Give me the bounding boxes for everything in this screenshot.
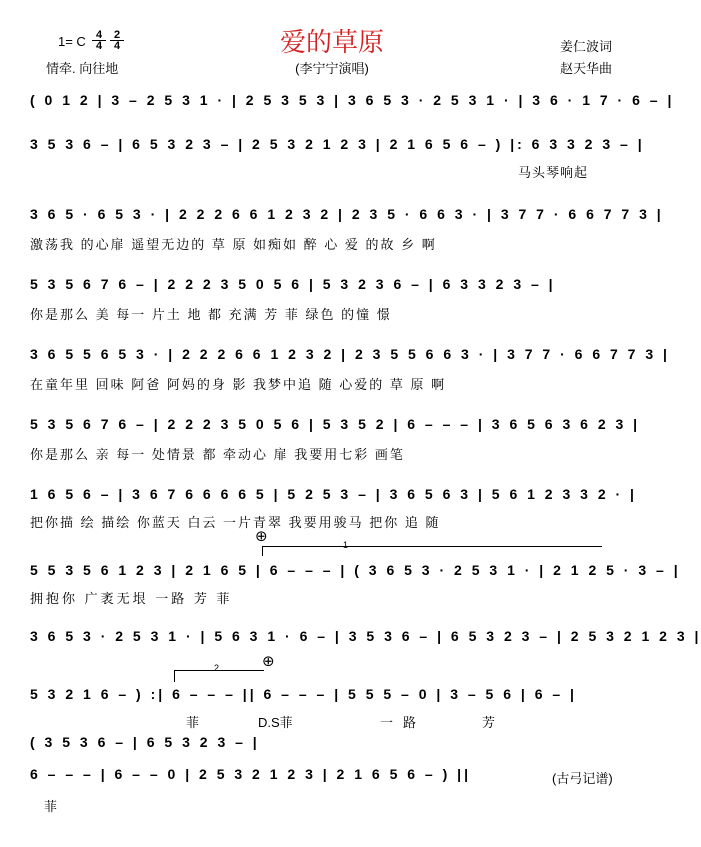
- lyric-row-7: 把你描 绘 描绘 你蓝天 白云 一片青翠 我要用骏马 把你 追 随: [30, 515, 441, 530]
- lyric-row-5: 在童年里 回味 阿爸 阿妈的身 影 我梦中追 随 心爱的 草 原 啊: [30, 377, 447, 392]
- volta-1-number: 1: [343, 540, 349, 550]
- lyric-row-12-a: 菲: [44, 799, 64, 814]
- lyric-row-2: 马头琴响起: [518, 165, 589, 180]
- staff-row-11: ( 3 5 3 6 – | 6 5 3 2 3 – |: [30, 734, 260, 750]
- time-signature-4-4: 4 4: [92, 30, 106, 51]
- mood-marking: 情牵. 向往地: [46, 61, 119, 76]
- staff-row-12: 6 – – – | 6 – – 0 | 2 5 3 2 1 2 3 | 2 1 6 5 6 – ) ||: [30, 766, 471, 782]
- lyric-row-10-d: 芳: [482, 715, 502, 730]
- lyric-row-10-b: D.S菲: [258, 715, 293, 730]
- lyric-row-3: 激荡我 的心扉 遥望无边的 草 原 如痴如 醉 心 爱 的故 乡 啊: [30, 237, 437, 252]
- staff-row-9: 3 6 5 3 · 2 5 3 1 · | 5 6 3 1 · 6 – | 3 5 3 6 – | 6 5 3 2 3 – | 2 5 3 2 1 2 3 |: [30, 628, 701, 644]
- staff-row-1: ( 0 1 2 | 3 – 2 5 3 1 · | 2 5 3 5 3 | 3 6 5 3 · 2 5 3 1 · | 3 6 · 1 7 · 6 – |: [30, 92, 675, 108]
- volta-2-number: 2: [214, 663, 220, 673]
- staff-row-10: 5 3 2 1 6 – ) :| 6 – – – || 6 – – – | 5 5 5 – 0 | 3 – 5 6 | 6 – |: [30, 686, 577, 702]
- staff-row-2: 3 5 3 6 – | 6 5 3 2 3 – | 2 5 3 2 1 2 3 | 2 1 6 5 6 – ) |: 6 3 3 2 3 – |: [30, 136, 645, 152]
- transcriber-credit: (古弓记谱): [552, 771, 613, 786]
- staff-row-7: 1 6 5 6 – | 3 6 7 6 6 6 6 5 | 5 2 5 3 – | 3 6 5 6 3 | 5 6 1 2 3 3 2 · |: [30, 486, 637, 502]
- staff-row-4: 5 3 5 6 7 6 – | 2 2 2 3 5 0 5 6 | 5 3 2 3 6 – | 6 3 3 2 3 – |: [30, 276, 556, 292]
- lyric-row-10-a: 菲: [186, 715, 206, 730]
- volta-1-bracket: [262, 546, 602, 547]
- coda-sign-icon: ⊕: [262, 653, 275, 670]
- staff-row-6: 5 3 5 6 7 6 – | 2 2 2 3 5 0 5 6 | 5 3 5 2 | 6 – – – | 3 6 5 6 3 6 2 3 |: [30, 416, 641, 432]
- staff-row-3: 3 6 5 · 6 5 3 · | 2 2 2 6 6 1 2 3 2 | 2 3 5 · 6 6 3 · | 3 7 7 · 6 6 7 7 3 |: [30, 206, 664, 222]
- lyric-row-10-c: 一路: [380, 715, 427, 730]
- composer-credit: 赵天华曲: [560, 61, 613, 76]
- volta-2-tick: [174, 670, 175, 682]
- lyric-row-6: 你是那么 亲 每一 处情景 都 牵动心 扉 我要用七彩 画笔: [30, 447, 405, 462]
- staff-row-8: 5 5 3 5 6 1 2 3 | 2 1 6 5 | 6 – – – | ( 3 6 5 3 · 2 5 3 1 · | 2 1 2 5 · 3 – |: [30, 562, 681, 578]
- time-signature-2-4: 2 4: [110, 30, 124, 51]
- volta-1-tick: [262, 546, 263, 556]
- key-signature: 1= C: [58, 34, 86, 49]
- coda-sign-icon: ⊕: [255, 528, 268, 545]
- singer-credit: (李宁宁演唱): [295, 61, 369, 76]
- lyric-row-4: 你是那么 美 每一 片土 地 都 充满 芳 菲 绿色 的憧 憬: [30, 307, 392, 322]
- lyric-row-8: 拥抱你 广袤无垠 一路 芳 菲: [30, 591, 233, 606]
- song-title: 爱的草原: [279, 28, 384, 58]
- staff-row-5: 3 6 5 5 6 5 3 · | 2 2 2 6 6 1 2 3 2 | 2 3 5 5 6 6 3 · | 3 7 7 · 6 6 7 7 3 |: [30, 346, 670, 362]
- lyricist-credit: 姜仁波词: [560, 39, 613, 54]
